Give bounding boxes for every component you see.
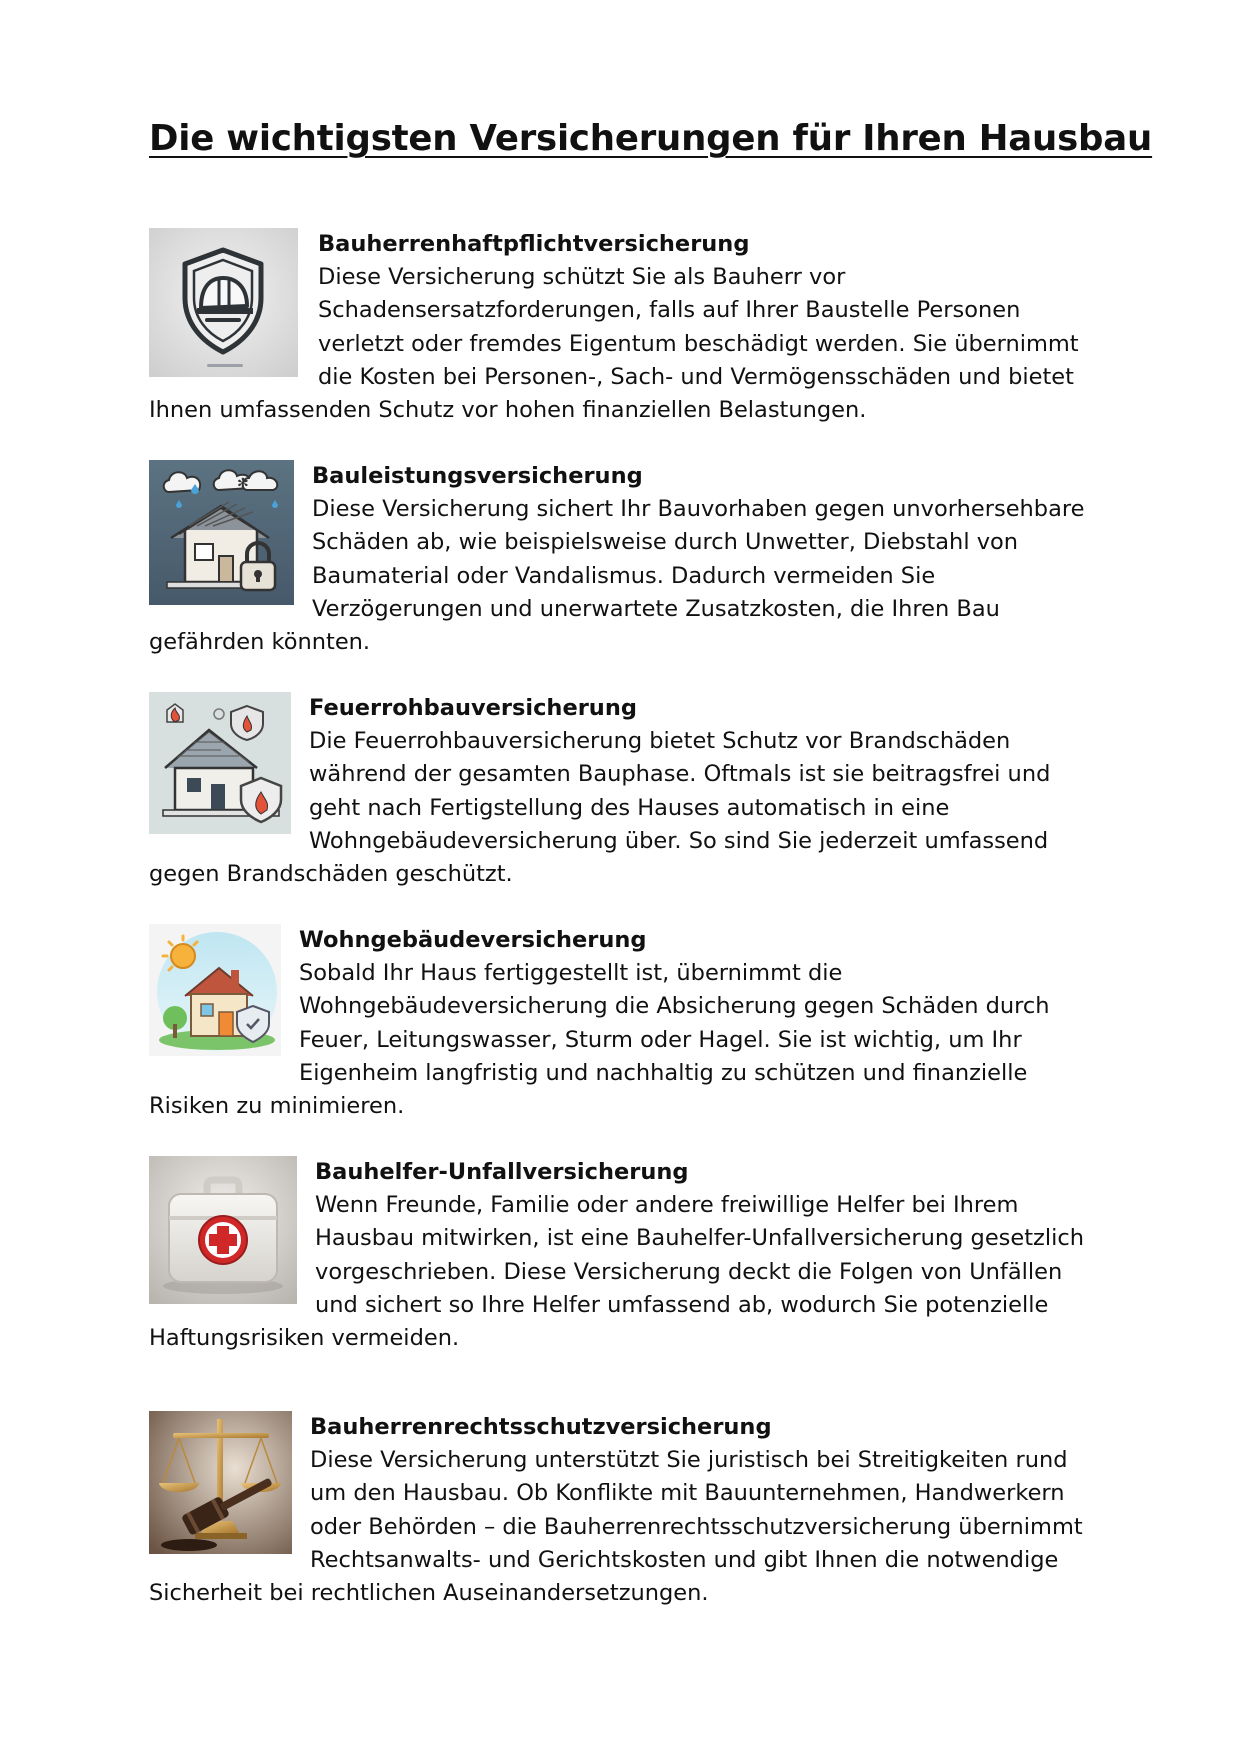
insurance-section-liability — [149, 228, 1099, 427]
section-text: Wenn Freunde, Familie oder andere freiwillige Helfer bei Ihrem Hausbau mitwirken, ist eine Bauhelfer-Unfallversicherung gesetzlich vorgeschrieben. Diese Versicherung deckt die Folgen von Unfällen und sichert so Ihre Helfer umfassend ab, wodurch Sie potenzielle Haftungsrisiken vermeiden. — [149, 1192, 1084, 1352]
page-title: Die wichtigsten Versicherungen für Ihren Hausbau — [149, 118, 1153, 159]
house-fire-shield-icon — [149, 692, 291, 834]
section-title: Bauleistungsversicherung — [312, 463, 643, 489]
insurance-section-legal — [149, 1411, 1099, 1610]
section-text: Diese Versicherung sichert Ihr Bauvorhaben gegen unvorhersehbare Schäden ab, wie beispielsweise durch Unwetter, Diebstahl von Baumaterial oder Vandalismus. Dadurch vermeiden Sie Verzögerungen und unerwartete Zusatzkosten, die Ihren Bau gefährden könnten. — [149, 496, 1085, 656]
insurance-section-fire — [149, 692, 1099, 891]
shield-helmet-icon — [149, 228, 298, 377]
insurance-section-helper-accident — [149, 1156, 1099, 1355]
section-title: Bauherrenhaftpflichtversicherung — [318, 231, 750, 257]
scales-gavel-icon — [149, 1411, 292, 1554]
insurance-section-construction — [149, 460, 1099, 659]
house-sun-shield-icon — [149, 924, 281, 1056]
section-text: Diese Versicherung unterstützt Sie juristisch bei Streitigkeiten rund um den Hausbau. Ob Konflikte mit Bauunternehmen, Handwerkern oder Behörden – die Bauherrenrechtsschutzversicherung übernimmt Rechtsanwalts- und Gerichtskosten und gibt Ihnen die notwendige Sicherheit bei rechtlichen Auseinandersetzungen. — [149, 1447, 1083, 1607]
section-title: Bauhelfer-Unfallversicherung — [315, 1159, 689, 1185]
house-lock-weather-icon — [149, 460, 294, 605]
first-aid-kit-icon — [149, 1156, 297, 1304]
section-title: Bauherrenrechtsschutzversicherung — [310, 1414, 772, 1440]
section-title: Wohngebäudeversicherung — [299, 927, 647, 953]
section-text: Sobald Ihr Haus fertiggestellt ist, übernimmt die Wohngebäudeversicherung die Absicherung gegen Schäden durch Feuer, Leitungswasser, Sturm oder Hagel. Sie ist wichtig, um Ihr Eigenheim langfristig und nachhaltig zu schützen und finanzielle Risiken zu minimieren. — [149, 960, 1050, 1120]
section-text: Diese Versicherung schützt Sie als Bauherr vor Schadensersatzforderungen, falls auf Ihrer Baustelle Personen verletzt oder fremdes Eigentum beschädigt werden. Sie übernimmt die Kosten bei Personen-, Sach- und Vermögensschäden und bietet Ihnen umfassenden Schutz vor hohen finanziellen Belastungen. — [149, 264, 1079, 424]
insurance-section-building — [149, 924, 1099, 1123]
svg-text:✻: ✻ — [237, 476, 249, 492]
section-title: Feuerrohbauversicherung — [309, 695, 637, 721]
section-text: Die Feuerrohbauversicherung bietet Schutz vor Brandschäden während der gesamten Bauphase. Oftmals ist sie beitragsfrei und geht nach Fertigstellung des Hauses automatisch in eine Wohngebäudeversicherung über. So sind Sie jederzeit umfassend gegen Brandschäden geschützt. — [149, 728, 1051, 888]
